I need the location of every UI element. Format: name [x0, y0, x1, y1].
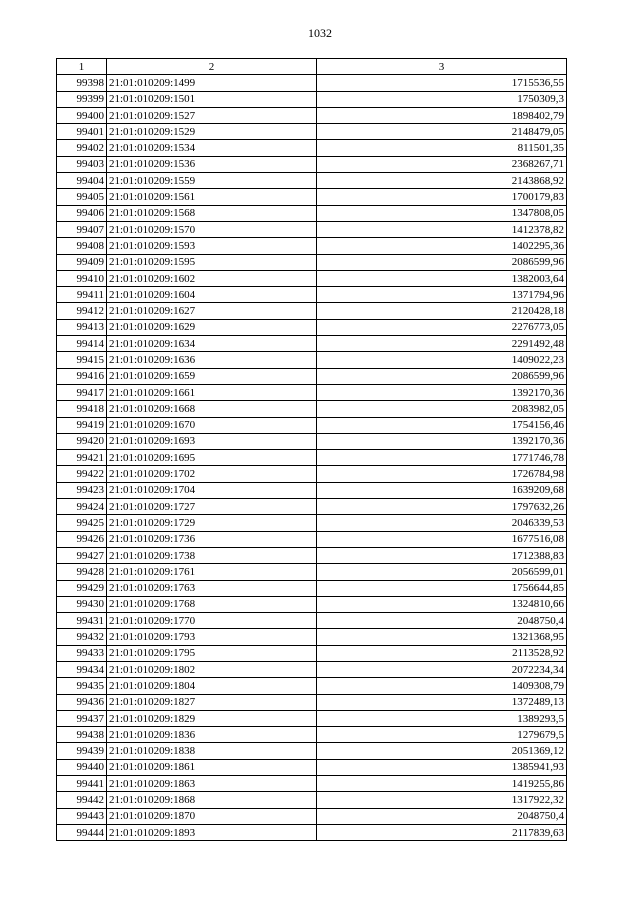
table-row [57, 124, 567, 140]
value-cell: 2072234,34 [317, 661, 567, 677]
cadastral-number-cell: 21:01:010209:1534 [107, 140, 317, 156]
cadastral-number-cell: 21:01:010209:1802 [107, 661, 317, 677]
value-cell: 1392170,36 [317, 384, 567, 400]
table-row [57, 613, 567, 629]
cadastral-number-cell: 21:01:010209:1729 [107, 515, 317, 531]
cadastral-number-cell: 21:01:010209:1670 [107, 417, 317, 433]
table-row [57, 189, 567, 205]
value-cell: 1321368,95 [317, 629, 567, 645]
cadastral-number-cell: 21:01:010209:1804 [107, 678, 317, 694]
row-number-cell: 99422 [57, 466, 107, 482]
cadastral-number-cell: 21:01:010209:1499 [107, 75, 317, 91]
value-cell: 2086599,96 [317, 368, 567, 384]
cadastral-number-cell: 21:01:010209:1636 [107, 352, 317, 368]
row-number-cell: 99440 [57, 759, 107, 775]
value-cell: 1771746,78 [317, 450, 567, 466]
cadastral-number-cell: 21:01:010209:1704 [107, 482, 317, 498]
value-cell: 1715536,55 [317, 75, 567, 91]
table-row [57, 221, 567, 237]
row-number-cell: 99427 [57, 547, 107, 563]
table-row [57, 710, 567, 726]
cadastral-number-cell: 21:01:010209:1693 [107, 433, 317, 449]
cadastral-number-cell: 21:01:010209:1836 [107, 727, 317, 743]
table-row [57, 466, 567, 482]
row-number-cell: 99433 [57, 645, 107, 661]
row-number-cell: 99442 [57, 792, 107, 808]
table-row [57, 759, 567, 775]
value-cell: 2120428,18 [317, 303, 567, 319]
value-cell: 1412378,82 [317, 221, 567, 237]
value-cell: 1279679,5 [317, 727, 567, 743]
cadastral-number-cell: 21:01:010209:1863 [107, 776, 317, 792]
table-row [57, 75, 567, 91]
table-row [57, 352, 567, 368]
table-header-row [57, 59, 567, 75]
value-cell: 2048750,4 [317, 613, 567, 629]
table-row [57, 156, 567, 172]
table-row [57, 824, 567, 840]
table-row [57, 319, 567, 335]
table-row [57, 384, 567, 400]
value-cell: 1756644,85 [317, 580, 567, 596]
row-number-cell: 99418 [57, 401, 107, 417]
cadastral-number-cell: 21:01:010209:1627 [107, 303, 317, 319]
cadastral-number-cell: 21:01:010209:1527 [107, 107, 317, 123]
table-row [57, 661, 567, 677]
row-number-cell: 99425 [57, 515, 107, 531]
row-number-cell: 99413 [57, 319, 107, 335]
row-number-cell: 99438 [57, 727, 107, 743]
value-cell: 2117839,63 [317, 824, 567, 840]
cadastral-number-cell: 21:01:010209:1727 [107, 499, 317, 515]
cadastral-number-cell: 21:01:010209:1568 [107, 205, 317, 221]
row-number-cell: 99410 [57, 270, 107, 286]
table-row [57, 727, 567, 743]
column-header-2: 2 [107, 59, 317, 75]
value-cell: 1639209,68 [317, 482, 567, 498]
value-cell: 811501,35 [317, 140, 567, 156]
cadastral-number-cell: 21:01:010209:1838 [107, 743, 317, 759]
cadastral-number-cell: 21:01:010209:1604 [107, 287, 317, 303]
cadastral-number-cell: 21:01:010209:1868 [107, 792, 317, 808]
value-cell: 2113528,92 [317, 645, 567, 661]
cadastral-number-cell: 21:01:010209:1870 [107, 808, 317, 824]
table-row [57, 238, 567, 254]
value-cell: 2143868,92 [317, 173, 567, 189]
row-number-cell: 99430 [57, 596, 107, 612]
cadastral-number-cell: 21:01:010209:1793 [107, 629, 317, 645]
cadastral-number-cell: 21:01:010209:1827 [107, 694, 317, 710]
value-cell: 1797632,26 [317, 499, 567, 515]
cadastral-number-cell: 21:01:010209:1559 [107, 173, 317, 189]
row-number-cell: 99415 [57, 352, 107, 368]
cadastral-number-cell: 21:01:010209:1761 [107, 564, 317, 580]
table-row [57, 140, 567, 156]
table-row [57, 499, 567, 515]
cadastral-number-cell: 21:01:010209:1736 [107, 531, 317, 547]
value-cell: 2291492,48 [317, 336, 567, 352]
table-row [57, 776, 567, 792]
value-cell: 1382003,64 [317, 270, 567, 286]
cadastral-number-cell: 21:01:010209:1561 [107, 189, 317, 205]
table-row [57, 792, 567, 808]
row-number-cell: 99421 [57, 450, 107, 466]
row-number-cell: 99407 [57, 221, 107, 237]
cadastral-number-cell: 21:01:010209:1768 [107, 596, 317, 612]
registry-table [56, 58, 567, 841]
table-row [57, 107, 567, 123]
table-row [57, 515, 567, 531]
table-row [57, 694, 567, 710]
table-row [57, 368, 567, 384]
value-cell: 2051369,12 [317, 743, 567, 759]
row-number-cell: 99401 [57, 124, 107, 140]
value-cell: 1754156,46 [317, 417, 567, 433]
cadastral-number-cell: 21:01:010209:1536 [107, 156, 317, 172]
table-row [57, 173, 567, 189]
row-number-cell: 99424 [57, 499, 107, 515]
value-cell: 2083982,05 [317, 401, 567, 417]
table-row [57, 629, 567, 645]
row-number-cell: 99402 [57, 140, 107, 156]
table-row [57, 91, 567, 107]
row-number-cell: 99400 [57, 107, 107, 123]
row-number-cell: 99444 [57, 824, 107, 840]
table-row [57, 336, 567, 352]
value-cell: 1409308,79 [317, 678, 567, 694]
row-number-cell: 99416 [57, 368, 107, 384]
row-number-cell: 99403 [57, 156, 107, 172]
value-cell: 1677516,08 [317, 531, 567, 547]
cadastral-number-cell: 21:01:010209:1629 [107, 319, 317, 335]
table-row [57, 433, 567, 449]
cadastral-number-cell: 21:01:010209:1861 [107, 759, 317, 775]
cadastral-number-cell: 21:01:010209:1770 [107, 613, 317, 629]
value-cell: 2276773,05 [317, 319, 567, 335]
column-header-1: 1 [57, 59, 107, 75]
row-number-cell: 99426 [57, 531, 107, 547]
row-number-cell: 99435 [57, 678, 107, 694]
table-row [57, 401, 567, 417]
row-number-cell: 99431 [57, 613, 107, 629]
row-number-cell: 99404 [57, 173, 107, 189]
value-cell: 1392170,36 [317, 433, 567, 449]
row-number-cell: 99412 [57, 303, 107, 319]
row-number-cell: 99429 [57, 580, 107, 596]
value-cell: 1750309,3 [317, 91, 567, 107]
row-number-cell: 99411 [57, 287, 107, 303]
value-cell: 2148479,05 [317, 124, 567, 140]
row-number-cell: 99398 [57, 75, 107, 91]
table-row [57, 580, 567, 596]
table-row [57, 205, 567, 221]
table-row [57, 303, 567, 319]
value-cell: 2368267,71 [317, 156, 567, 172]
cadastral-number-cell: 21:01:010209:1893 [107, 824, 317, 840]
value-cell: 1389293,5 [317, 710, 567, 726]
cadastral-number-cell: 21:01:010209:1529 [107, 124, 317, 140]
row-number-cell: 99406 [57, 205, 107, 221]
row-number-cell: 99439 [57, 743, 107, 759]
table-row [57, 531, 567, 547]
cadastral-number-cell: 21:01:010209:1634 [107, 336, 317, 352]
value-cell: 1317922,32 [317, 792, 567, 808]
page-number: 1032 [308, 26, 332, 40]
row-number-cell: 99408 [57, 238, 107, 254]
row-number-cell: 99434 [57, 661, 107, 677]
table-row [57, 254, 567, 270]
value-cell: 1898402,79 [317, 107, 567, 123]
value-cell: 1324810,66 [317, 596, 567, 612]
column-header-3: 3 [317, 59, 567, 75]
cadastral-number-cell: 21:01:010209:1659 [107, 368, 317, 384]
value-cell: 1700179,83 [317, 189, 567, 205]
cadastral-number-cell: 21:01:010209:1595 [107, 254, 317, 270]
table-row [57, 596, 567, 612]
row-number-cell: 99405 [57, 189, 107, 205]
value-cell: 1409022,23 [317, 352, 567, 368]
table-body [57, 75, 567, 841]
cadastral-number-cell: 21:01:010209:1602 [107, 270, 317, 286]
table-row [57, 743, 567, 759]
value-cell: 2048750,4 [317, 808, 567, 824]
value-cell: 1712388,83 [317, 547, 567, 563]
row-number-cell: 99441 [57, 776, 107, 792]
cadastral-number-cell: 21:01:010209:1501 [107, 91, 317, 107]
cadastral-number-cell: 21:01:010209:1763 [107, 580, 317, 596]
row-number-cell: 99432 [57, 629, 107, 645]
row-number-cell: 99414 [57, 336, 107, 352]
value-cell: 1402295,36 [317, 238, 567, 254]
value-cell: 1726784,98 [317, 466, 567, 482]
cadastral-number-cell: 21:01:010209:1570 [107, 221, 317, 237]
table-row [57, 287, 567, 303]
cadastral-number-cell: 21:01:010209:1668 [107, 401, 317, 417]
row-number-cell: 99436 [57, 694, 107, 710]
row-number-cell: 99399 [57, 91, 107, 107]
cadastral-number-cell: 21:01:010209:1593 [107, 238, 317, 254]
row-number-cell: 99423 [57, 482, 107, 498]
cadastral-number-cell: 21:01:010209:1695 [107, 450, 317, 466]
row-number-cell: 99409 [57, 254, 107, 270]
table-row [57, 808, 567, 824]
table-row [57, 417, 567, 433]
table-row [57, 450, 567, 466]
table-row [57, 547, 567, 563]
value-cell: 1419255,86 [317, 776, 567, 792]
table-row [57, 482, 567, 498]
value-cell: 2086599,96 [317, 254, 567, 270]
cadastral-number-cell: 21:01:010209:1738 [107, 547, 317, 563]
row-number-cell: 99428 [57, 564, 107, 580]
value-cell: 2056599,01 [317, 564, 567, 580]
value-cell: 1372489,13 [317, 694, 567, 710]
value-cell: 1385941,93 [317, 759, 567, 775]
row-number-cell: 99420 [57, 433, 107, 449]
table-row [57, 270, 567, 286]
cadastral-number-cell: 21:01:010209:1661 [107, 384, 317, 400]
value-cell: 1371794,96 [317, 287, 567, 303]
table-row [57, 645, 567, 661]
cadastral-number-cell: 21:01:010209:1795 [107, 645, 317, 661]
row-number-cell: 99417 [57, 384, 107, 400]
value-cell: 1347808,05 [317, 205, 567, 221]
table-row [57, 564, 567, 580]
row-number-cell: 99437 [57, 710, 107, 726]
value-cell: 2046339,53 [317, 515, 567, 531]
row-number-cell: 99419 [57, 417, 107, 433]
row-number-cell: 99443 [57, 808, 107, 824]
table-row [57, 678, 567, 694]
cadastral-number-cell: 21:01:010209:1702 [107, 466, 317, 482]
cadastral-number-cell: 21:01:010209:1829 [107, 710, 317, 726]
